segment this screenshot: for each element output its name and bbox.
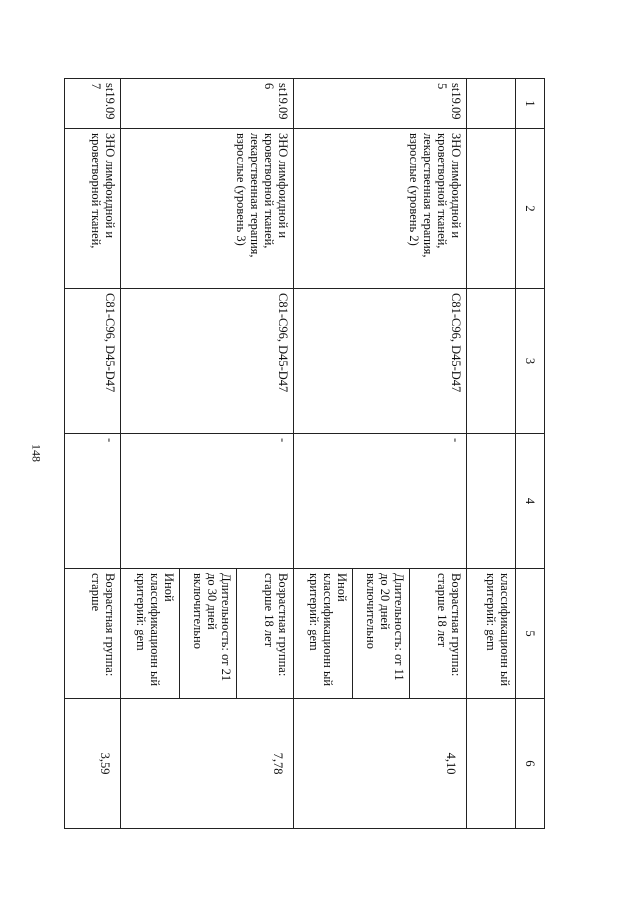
cell-code: st19.095 — [294, 79, 467, 129]
cell-empty — [467, 79, 516, 129]
cell-name: ЗНО лимфоидной и кроветворной тканей, — [65, 129, 121, 289]
cell-criterion: Иной классификационн ый критерий: gem — [294, 569, 353, 699]
cell-criterion: классификационн ый критерий: gem — [467, 569, 516, 699]
rotated-page-content — [89, 78, 545, 828]
cell-dash: - — [121, 434, 294, 569]
cell-coefficient: 4,10 — [294, 699, 467, 829]
cell-criterion: Возрастная группа: старше — [65, 569, 121, 699]
cell-code: st19.096 — [121, 79, 294, 129]
cell-name: ЗНО лимфоидной и кроветворной тканей, лекарственная терапия, взрослые (уровень 2) — [294, 129, 467, 289]
column-header-2: 2 — [516, 129, 545, 289]
cell-diagnoses: C81-C96, D45-D47 — [294, 289, 467, 434]
cell-empty — [467, 129, 516, 289]
table-row-continuation — [467, 79, 516, 829]
table-header-row — [516, 79, 545, 829]
cell-criterion: Возрастная группа: старше 18 лет — [237, 569, 294, 699]
cell-empty — [467, 699, 516, 829]
cell-diagnoses: C81-C96, D45-D47 — [121, 289, 294, 434]
cell-criterion: Возрастная группа: старше 18 лет — [410, 569, 467, 699]
cell-criterion: Длительность: от 21 до 30 дней включительно — [180, 569, 237, 699]
column-header-3: 3 — [516, 289, 545, 434]
cell-dash: - — [65, 434, 121, 569]
cell-code: st19.097 — [65, 79, 121, 129]
table-row — [65, 79, 121, 829]
cell-diagnoses: C81-C96, D45-D47 — [65, 289, 121, 434]
cell-criterion: Иной классификационн ый критерий: gem — [121, 569, 180, 699]
cell-criterion: Длительность: от 11 до 20 дней включительно — [353, 569, 410, 699]
column-header-6: 6 — [516, 699, 545, 829]
cell-dash: - — [294, 434, 467, 569]
table-row — [410, 79, 467, 829]
column-header-1: 1 — [516, 79, 545, 129]
column-header-5: 5 — [516, 569, 545, 699]
column-header-4: 4 — [516, 434, 545, 569]
cell-coefficient: 7,78 — [121, 699, 294, 829]
cell-name: ЗНО лимфоидной и кроветворной тканей, лекарственная терапия, взрослые (уровень 3) — [121, 129, 294, 289]
page-number: 148 — [29, 444, 44, 462]
cell-empty — [467, 289, 516, 434]
tariff-table — [64, 78, 545, 829]
cell-empty — [467, 434, 516, 569]
table-row — [237, 79, 294, 829]
cell-coefficient: 3,59 — [65, 699, 121, 829]
